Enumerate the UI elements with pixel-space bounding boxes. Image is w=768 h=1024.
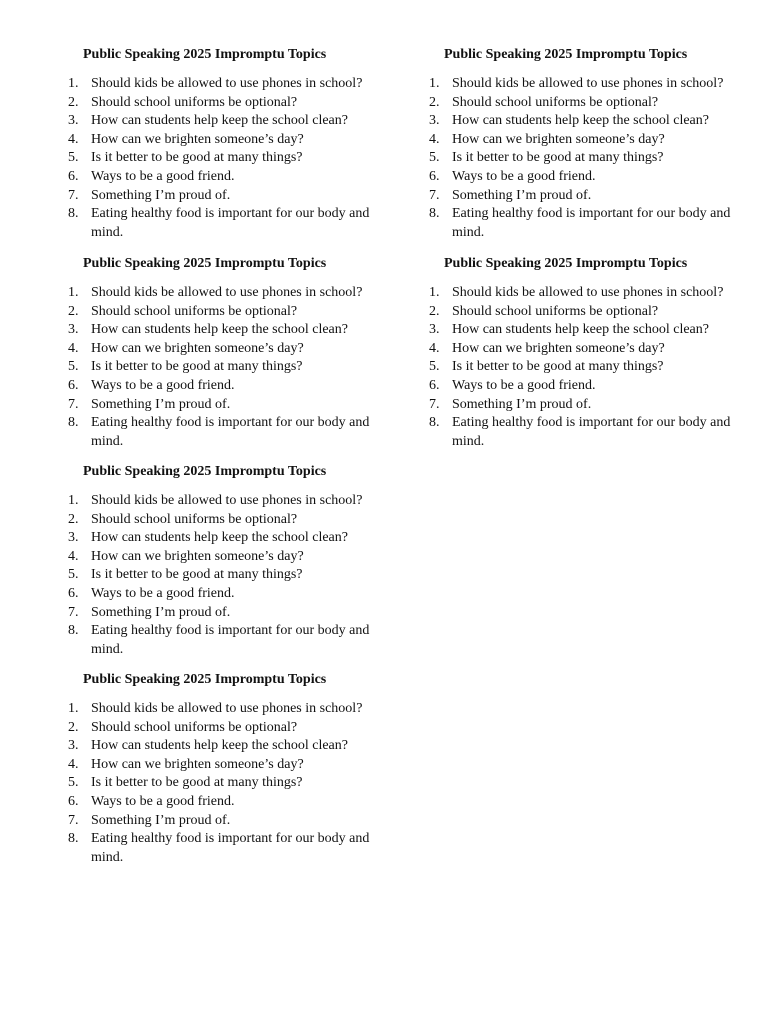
topic-text: Is it better to be good at many things?: [91, 150, 303, 166]
topic-item: [68, 511, 378, 530]
topic-number: 5.: [68, 775, 79, 791]
topic-number: 8.: [68, 206, 79, 222]
topic-number: 7.: [68, 187, 79, 203]
topic-text: How can we brighten someone’s day?: [91, 340, 304, 356]
topic-text: Should kids be allowed to use phones in school?: [452, 285, 724, 300]
topic-text: Something I’m proud of.: [91, 187, 231, 203]
topic-item: [68, 604, 378, 623]
topic-item: [68, 492, 378, 511]
topic-block-right-1: [429, 46, 739, 242]
topic-item: [429, 187, 739, 206]
topic-item: [429, 414, 739, 451]
topic-text: How can students help keep the school clean?: [452, 113, 709, 129]
topic-text: How can we brighten someone’s day?: [452, 340, 665, 356]
topic-text: Eating healthy food is important for our body and mind.: [91, 206, 370, 240]
topic-text: Eating healthy food is important for our body and mind.: [91, 415, 370, 449]
topic-text: Should kids be allowed to use phones in school?: [91, 493, 363, 508]
topic-text: How can we brighten someone’s day?: [452, 131, 665, 147]
topic-number: 5.: [68, 359, 79, 375]
topic-item: [68, 585, 378, 604]
topic-text: Something I’m proud of.: [452, 187, 592, 203]
topic-text: How can we brighten someone’s day?: [91, 756, 304, 772]
topic-number: 7.: [68, 604, 79, 620]
topic-item: [68, 168, 378, 187]
topic-text: Ways to be a good friend.: [91, 793, 235, 809]
topic-text: Ways to be a good friend.: [452, 377, 596, 393]
topic-number: 4.: [68, 756, 79, 772]
topic-number: 1.: [429, 76, 440, 91]
topic-list: [68, 700, 378, 867]
topic-number: 1.: [429, 285, 440, 300]
topic-list: [429, 75, 739, 242]
topic-item: [68, 284, 378, 303]
topic-block-left-1: [68, 46, 378, 242]
topic-number: 3.: [68, 113, 79, 129]
topic-number: 3.: [68, 530, 79, 546]
topic-number: 6.: [68, 793, 79, 809]
topic-number: 3.: [429, 322, 440, 338]
topic-number: 7.: [429, 187, 440, 203]
topic-number: 2.: [429, 94, 440, 110]
topic-number: 6.: [429, 168, 440, 184]
topic-number: 5.: [429, 359, 440, 375]
topic-block-right-2: [429, 255, 739, 451]
topic-text: Should school uniforms be optional?: [91, 303, 298, 319]
topic-text: Ways to be a good friend.: [91, 377, 235, 393]
topic-item: [429, 168, 739, 187]
topic-item: [68, 719, 378, 738]
topic-block-left-4: [68, 671, 378, 867]
topic-number: 4.: [429, 131, 440, 147]
topic-item: [68, 548, 378, 567]
topic-item: [68, 396, 378, 415]
topic-text: How can students help keep the school clean?: [452, 322, 709, 338]
topic-number: 8.: [68, 623, 79, 639]
block-title: Public Speaking 2025 Impromptu Topics: [83, 256, 327, 271]
topic-number: 3.: [68, 738, 79, 754]
topic-text: Should kids be allowed to use phones in school?: [91, 76, 363, 91]
block-title: Public Speaking 2025 Impromptu Topics: [83, 464, 327, 479]
topic-text: Is it better to be good at many things?: [452, 150, 664, 166]
topic-item: [429, 358, 739, 377]
topic-number: 6.: [429, 377, 440, 393]
topic-item: [68, 131, 378, 150]
topic-text: How can students help keep the school clean?: [91, 113, 348, 129]
topic-item: [68, 112, 378, 131]
topic-item: [68, 756, 378, 775]
topic-number: 7.: [429, 396, 440, 412]
topic-item: [68, 94, 378, 113]
topic-item: [429, 131, 739, 150]
block-title: Public Speaking 2025 Impromptu Topics: [83, 47, 327, 62]
topic-item: [429, 284, 739, 303]
topic-item: [429, 396, 739, 415]
topic-list: [68, 492, 378, 659]
topic-item: [68, 149, 378, 168]
topic-text: How can students help keep the school clean?: [91, 530, 348, 546]
topic-item: [68, 414, 378, 451]
topic-item: [68, 377, 378, 396]
topic-number: 4.: [68, 548, 79, 564]
topic-item: [68, 187, 378, 206]
topic-block-left-3: [68, 463, 378, 659]
topic-number: 6.: [68, 377, 79, 393]
topic-number: 5.: [68, 150, 79, 166]
topic-text: Should kids be allowed to use phones in school?: [91, 285, 363, 300]
topic-text: Something I’m proud of.: [91, 604, 231, 620]
topic-item: [68, 774, 378, 793]
block-title: Public Speaking 2025 Impromptu Topics: [444, 256, 688, 271]
topic-number: 7.: [68, 812, 79, 828]
topic-text: How can we brighten someone’s day?: [91, 131, 304, 147]
topic-text: Eating healthy food is important for our body and mind.: [91, 831, 370, 865]
topic-number: 4.: [429, 340, 440, 356]
topic-block-left-2: [68, 255, 378, 451]
topic-item: [429, 94, 739, 113]
topic-item: [68, 303, 378, 322]
topic-text: Should kids be allowed to use phones in school?: [91, 701, 363, 716]
topic-list: [429, 284, 739, 451]
topic-number: 2.: [429, 303, 440, 319]
topic-item: [68, 340, 378, 359]
block-title: Public Speaking 2025 Impromptu Topics: [83, 672, 327, 687]
topic-item: [429, 75, 739, 94]
topic-item: [68, 205, 378, 242]
topic-item: [429, 149, 739, 168]
topic-number: 6.: [68, 585, 79, 601]
topic-item: [68, 529, 378, 548]
topic-item: [429, 112, 739, 131]
topic-text: Should school uniforms be optional?: [452, 303, 659, 319]
topic-number: 2.: [68, 303, 79, 319]
topic-item: [429, 377, 739, 396]
topic-number: 4.: [68, 131, 79, 147]
topic-item: [68, 793, 378, 812]
topic-list: [68, 284, 378, 451]
topic-text: Something I’m proud of.: [452, 396, 592, 412]
topic-item: [68, 321, 378, 340]
topic-text: Should kids be allowed to use phones in school?: [452, 76, 724, 91]
topic-number: 6.: [68, 168, 79, 184]
topic-item: [429, 205, 739, 242]
topic-item: [429, 340, 739, 359]
topic-text: Eating healthy food is important for our body and mind.: [91, 623, 370, 657]
topic-number: 3.: [68, 322, 79, 338]
topic-text: Ways to be a good friend.: [452, 168, 596, 184]
topic-number: 8.: [68, 415, 79, 431]
topic-number: 1.: [68, 493, 79, 508]
topic-text: Is it better to be good at many things?: [91, 775, 303, 791]
topic-text: Should school uniforms be optional?: [91, 719, 298, 735]
topic-item: [68, 566, 378, 585]
topic-number: 1.: [68, 76, 79, 91]
topic-text: Ways to be a good friend.: [91, 585, 235, 601]
topic-text: Is it better to be good at many things?: [452, 359, 664, 375]
topic-text: How can we brighten someone’s day?: [91, 548, 304, 564]
topic-text: Should school uniforms be optional?: [91, 511, 298, 527]
topic-text: Something I’m proud of.: [91, 396, 231, 412]
topic-item: [68, 830, 378, 867]
topic-item: [68, 812, 378, 831]
topic-text: Should school uniforms be optional?: [91, 94, 298, 110]
topic-item: [429, 303, 739, 322]
topic-text: How can students help keep the school clean?: [91, 322, 348, 338]
topic-text: Is it better to be good at many things?: [91, 359, 303, 375]
topic-text: Eating healthy food is important for our body and mind.: [452, 415, 731, 449]
topic-number: 8.: [429, 415, 440, 431]
block-title: Public Speaking 2025 Impromptu Topics: [444, 47, 688, 62]
topic-item: [68, 622, 378, 659]
topic-number: 2.: [68, 94, 79, 110]
topic-number: 3.: [429, 113, 440, 129]
topic-item: [429, 321, 739, 340]
topic-text: How can students help keep the school clean?: [91, 738, 348, 754]
topic-number: 1.: [68, 701, 79, 716]
topic-number: 2.: [68, 511, 79, 527]
topic-item: [68, 700, 378, 719]
topic-number: 5.: [68, 567, 79, 583]
topic-number: 8.: [429, 206, 440, 222]
topic-text: Eating healthy food is important for our body and mind.: [452, 206, 731, 240]
topic-number: 8.: [68, 831, 79, 847]
topic-text: Something I’m proud of.: [91, 812, 231, 828]
topic-list: [68, 75, 378, 242]
topic-number: 5.: [429, 150, 440, 166]
topic-text: Is it better to be good at many things?: [91, 567, 303, 583]
topic-item: [68, 358, 378, 377]
topic-item: [68, 737, 378, 756]
topic-text: Should school uniforms be optional?: [452, 94, 659, 110]
topic-item: [68, 75, 378, 94]
topic-number: 7.: [68, 396, 79, 412]
topic-number: 4.: [68, 340, 79, 356]
topic-number: 2.: [68, 719, 79, 735]
topic-number: 1.: [68, 285, 79, 300]
topic-text: Ways to be a good friend.: [91, 168, 235, 184]
